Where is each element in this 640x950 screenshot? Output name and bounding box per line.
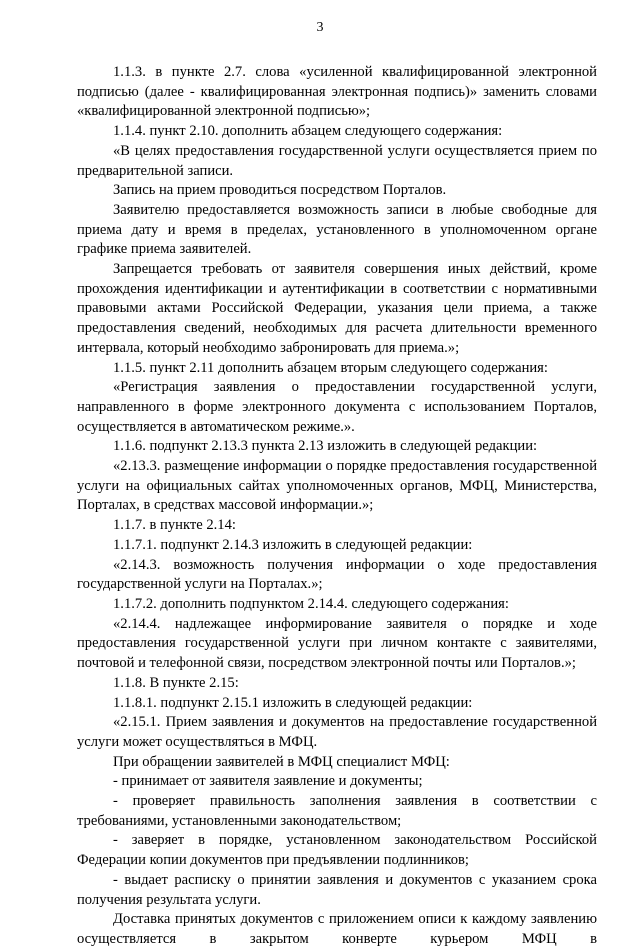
paragraph: 1.1.7.2. дополнить подпунктом 2.14.4. следующего содержания:	[113, 595, 509, 612]
paragraph: - выдает расписку о принятии заявления и документов с указанием срока получения результата услуги.	[77, 871, 597, 908]
paragraph: «2.14.4. надлежащее информирование заявителя о порядке и ходе предоставления государственной услуги при личном контакте с заявителями, почтовой и телефонной связи, посредством электронной почты или Порталов.»;	[77, 615, 597, 672]
paragraph: «2.13.3. размещение информации о порядке предоставления государственной услуги на официальных сайтах уполномоченных органов, МФЦ, Министерства, Порталах, в средствах массовой информации.»;	[77, 458, 597, 514]
paragraph: Запись на прием проводиться посредством Порталов.	[113, 182, 447, 199]
paragraph: Запрещается требовать от заявителя совершения иных действий, кроме прохождения идентификации и аутентификации в соответствии с нормативными правовыми актами Российской Федерации, указания цели приема, а также предоставления сведений, необходимых для расчета длительности временного интервала, который необходимо забронировать для приема.»;	[77, 261, 597, 356]
paragraph: - принимает от заявителя заявление и документы;	[113, 773, 423, 790]
page-number: 3	[316, 20, 324, 35]
paragraph: 1.1.7. в пункте 2.14:	[113, 517, 236, 534]
paragraph: 1.1.4. пункт 2.10. дополнить абзацем следующего содержания:	[113, 123, 503, 140]
paragraph: 1.1.6. подпункт 2.13.3 пункта 2.13 изложить в следующей редакции:	[113, 438, 538, 455]
paragraph: 1.1.5. пункт 2.11 дополнить абзацем вторым следующего содержания:	[113, 359, 548, 376]
document-body	[77, 63, 597, 950]
paragraph: - заверяет в порядке, установленном законодательством Российской Федерации копии документов при предъявлении подлинников;	[77, 832, 597, 869]
paragraph: «Регистрация заявления о предоставлении государственной услуги, направленного в форме электронного документа с использованием Порталов, осуществляется в автоматическом режиме.».	[77, 379, 597, 435]
paragraph: Доставка принятых документов с приложением описи к каждому заявлению осуществляется в закрытом конверте курьером МФЦ в	[77, 911, 597, 947]
paragraph: 1.1.8.1. подпункт 2.15.1 изложить в следующей редакции:	[113, 694, 473, 711]
paragraph: 1.1.8. В пункте 2.15:	[113, 674, 239, 691]
paragraph: 1.1.3. в пункте 2.7. слова «усиленной квалифицированной электронной подписью (далее - квалифицированная электронная подпись)» заменить словами «квалифицированной электронной подписью»;	[77, 64, 597, 120]
paragraph: Заявителю предоставляется возможность записи в любые свободные для приема дату и время в пределах, установленного в уполномоченном органе графике приема заявителей.	[77, 201, 597, 258]
paragraph: При обращении заявителей в МФЦ специалист МФЦ:	[113, 753, 450, 770]
paragraph: «2.14.3. возможность получения информации о ходе предоставления государственной услуги на Порталах.»;	[77, 556, 597, 593]
paragraph: - проверяет правильность заполнения заявления в соответствии с требованиями, установленными законодательством;	[77, 793, 597, 829]
paragraph: «В целях предоставления государственной услуги осуществляется прием по предварительной записи.	[77, 142, 597, 179]
paragraph: 1.1.7.1. подпункт 2.14.3 изложить в следующей редакции:	[113, 536, 473, 553]
paragraph: «2.15.1. Прием заявления и документов на предоставление государственной услуги может осуществляться в МФЦ.	[77, 714, 597, 750]
